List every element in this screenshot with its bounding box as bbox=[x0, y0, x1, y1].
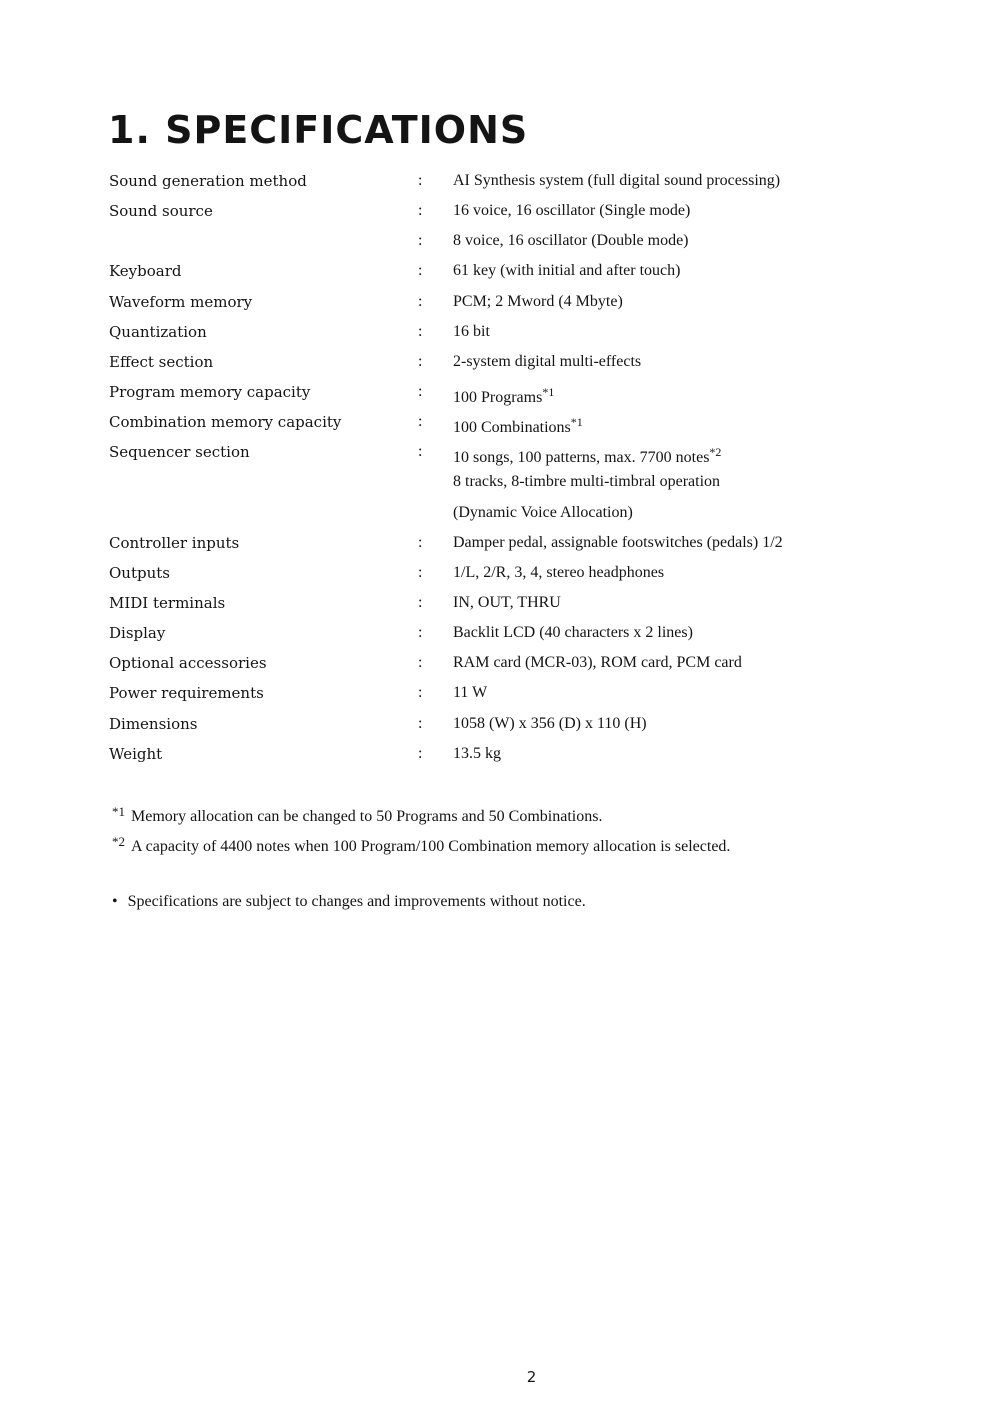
spec-value bbox=[453, 256, 680, 286]
spec-value bbox=[453, 467, 720, 497]
spec-value-text: Damper pedal, assignable footswitches (pedals) 1/2 bbox=[453, 533, 783, 551]
page-number: 2 bbox=[526, 1368, 537, 1386]
spec-label: Quantization bbox=[109, 322, 207, 341]
spec-row bbox=[0, 709, 1008, 739]
spec-value-text: 1/L, 2/R, 3, 4, stereo headphones bbox=[453, 563, 665, 581]
spec-row bbox=[0, 528, 1008, 558]
spec-label: Power requirements bbox=[109, 684, 264, 703]
spec-separator: : bbox=[418, 292, 423, 310]
spec-label: MIDI terminals bbox=[109, 593, 226, 612]
spec-label: Sound source bbox=[109, 202, 213, 221]
spec-separator: : bbox=[418, 744, 423, 762]
spec-value bbox=[453, 317, 490, 347]
spec-value-text: 100 Programs bbox=[453, 388, 543, 406]
footnote-mark: *1 bbox=[112, 804, 125, 819]
spec-value-text: AI Synthesis system (full digital sound processing) bbox=[453, 172, 781, 189]
spec-separator: : bbox=[418, 382, 423, 400]
spec-separator: : bbox=[418, 172, 423, 189]
spec-value bbox=[453, 498, 633, 528]
spec-value bbox=[453, 739, 501, 769]
spec-separator: : bbox=[418, 443, 423, 461]
spec-row bbox=[0, 739, 1008, 769]
bullet-icon: • bbox=[112, 893, 118, 910]
spec-label: Effect section bbox=[109, 352, 214, 371]
spec-label: Combination memory capacity bbox=[109, 413, 342, 432]
spec-value-text: 11 W bbox=[453, 684, 488, 702]
spec-value-text: 2-system digital multi-effects bbox=[453, 352, 642, 370]
spec-row bbox=[0, 317, 1008, 347]
spec-row bbox=[0, 407, 1008, 437]
spec-separator: : bbox=[418, 563, 423, 581]
spec-value-text: 10 songs, 100 patterns, max. 7700 notes bbox=[453, 449, 710, 467]
spec-value-text: 13.5 kg bbox=[453, 744, 501, 762]
spec-row bbox=[0, 498, 1008, 528]
spec-row bbox=[0, 347, 1008, 377]
spec-value-text: 16 voice, 16 oscillator (Single mode) bbox=[453, 202, 691, 220]
footnote-reference: *2 bbox=[709, 445, 722, 460]
spec-separator: : bbox=[418, 533, 423, 551]
spec-label: Program memory capacity bbox=[109, 382, 311, 401]
footnote bbox=[112, 797, 730, 827]
spec-label: Sequencer section bbox=[109, 443, 250, 462]
spec-value-text: RAM card (MCR-03), ROM card, PCM card bbox=[453, 654, 742, 672]
spec-row bbox=[0, 648, 1008, 678]
spec-row bbox=[0, 678, 1008, 708]
spec-separator: : bbox=[418, 413, 423, 431]
spec-separator: : bbox=[418, 322, 423, 340]
spec-value bbox=[453, 618, 693, 648]
spec-value bbox=[453, 287, 623, 317]
spec-label: Waveform memory bbox=[109, 292, 253, 311]
notice bbox=[112, 887, 586, 917]
spec-value-text: 100 Combinations bbox=[453, 419, 571, 437]
spec-row bbox=[0, 467, 1008, 497]
spec-value bbox=[453, 166, 780, 196]
footnote-text: A capacity of 4400 notes when 100 Program/100 Combination memory allocation is selected. bbox=[131, 838, 731, 855]
spec-separator: : bbox=[418, 684, 423, 702]
spec-value bbox=[453, 678, 487, 708]
spec-row bbox=[0, 618, 1008, 648]
spec-label: Controller inputs bbox=[109, 533, 240, 552]
spec-row bbox=[0, 166, 1008, 196]
spec-separator: : bbox=[418, 714, 423, 732]
spec-row bbox=[0, 287, 1008, 317]
specifications-table bbox=[0, 166, 1008, 769]
footnote-text: Memory allocation can be changed to 50 Programs and 50 Combinations. bbox=[131, 808, 603, 825]
footnote-reference: *1 bbox=[570, 415, 583, 430]
spec-separator: : bbox=[418, 232, 423, 250]
spec-value-text: 8 tracks, 8-timbre multi-timbral operation bbox=[453, 473, 721, 491]
footnote-reference: *1 bbox=[542, 384, 555, 399]
spec-value bbox=[453, 528, 783, 558]
spec-value bbox=[453, 558, 664, 588]
spec-value-text: IN, OUT, THRU bbox=[453, 593, 561, 611]
spec-label: Keyboard bbox=[109, 262, 182, 281]
spec-separator: : bbox=[418, 654, 423, 672]
spec-row bbox=[0, 558, 1008, 588]
spec-value bbox=[453, 709, 647, 739]
spec-row bbox=[0, 256, 1008, 286]
spec-value-text: 61 key (with initial and after touch) bbox=[453, 262, 681, 280]
spec-value-text: 16 bit bbox=[453, 322, 490, 340]
spec-separator: : bbox=[418, 624, 423, 642]
spec-separator: : bbox=[418, 202, 423, 220]
spec-value-text: Backlit LCD (40 characters x 2 lines) bbox=[453, 624, 693, 642]
spec-row bbox=[0, 588, 1008, 618]
footnote bbox=[112, 827, 730, 857]
spec-label: Optional accessories bbox=[109, 654, 267, 673]
spec-row bbox=[0, 377, 1008, 407]
spec-value-text: 8 voice, 16 oscillator (Double mode) bbox=[453, 232, 689, 250]
spec-value bbox=[453, 226, 689, 256]
page-title: 1. SPECIFICATIONS bbox=[108, 108, 529, 152]
spec-row bbox=[0, 196, 1008, 226]
spec-row bbox=[0, 226, 1008, 256]
spec-label: Display bbox=[109, 624, 166, 643]
spec-value-text: 1058 (W) x 356 (D) x 110 (H) bbox=[453, 714, 647, 732]
spec-separator: : bbox=[418, 593, 423, 611]
spec-value bbox=[453, 347, 641, 377]
spec-value bbox=[453, 196, 690, 226]
notice-text: Specifications are subject to changes and improvements without notice. bbox=[127, 893, 586, 910]
spec-separator: : bbox=[418, 352, 423, 370]
spec-label: Outputs bbox=[109, 563, 170, 582]
spec-label: Weight bbox=[109, 744, 163, 763]
spec-value-text: (Dynamic Voice Allocation) bbox=[453, 503, 633, 521]
spec-label: Sound generation method bbox=[109, 172, 307, 190]
spec-separator: : bbox=[418, 262, 423, 280]
spec-value-text: PCM; 2 Mword (4 Mbyte) bbox=[453, 292, 623, 310]
spec-value bbox=[453, 648, 742, 678]
spec-value bbox=[453, 588, 561, 618]
footnote-mark: *2 bbox=[112, 834, 125, 849]
spec-row bbox=[0, 437, 1008, 467]
footnotes bbox=[112, 797, 730, 857]
spec-label: Dimensions bbox=[109, 714, 198, 733]
